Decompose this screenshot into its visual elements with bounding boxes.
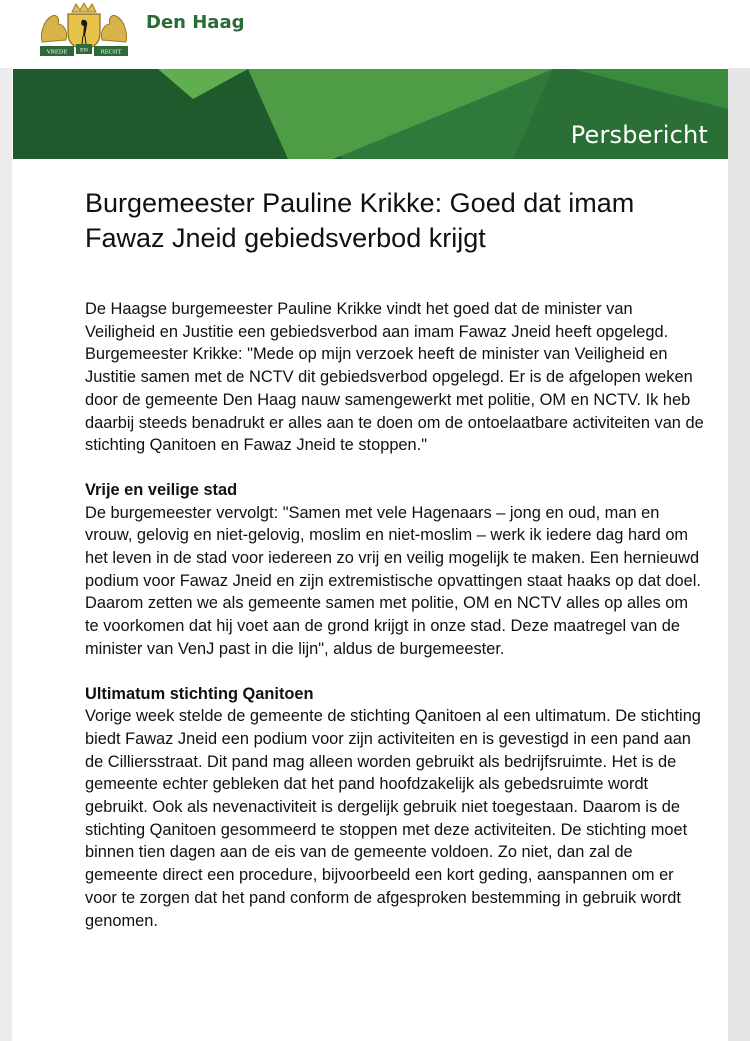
logo-motto-mid: EN: [79, 47, 89, 54]
section-text-ultimatum: Vorige week stelde de gemeente de stichting Qanitoen al een ultimatum. De stichting biedt Fawaz Jneid een podium voor zijn activiteiten en is gevestigd in een pand aan de Cilliersstraat. Dit pand mag alleen worden gebruikt als bedrijfsruimte. Het is de gemeente echter gebleken dat het pand hoofdzakelijk als gebedsruimte wordt gebruikt. Ook als nevenactiviteit is dergelijk gebruik niet toegestaan. Daarom is de stichting Qanitoen gesommeerd te stoppen met deze activiteiten. De stichting moet binnen tien dagen aan de eis van de gemeente voldoen. Zo niet, dan zal de gemeente direct een procedure, bijvoorbeeld een kort geding, aanspannen om er voor te zorgen dat het pand conform de afgesproken bestemming in gebruik wordt genomen.: [85, 707, 701, 930]
logo-motto-left: VREDE: [46, 49, 68, 56]
article-title: Burgemeester Pauline Krikke: Goed dat imam Fawaz Jneid gebiedsverbod krijgt: [85, 188, 635, 253]
article: [85, 186, 705, 932]
brand-name: Den Haag: [146, 12, 245, 33]
logo-motto-right: RECHT: [100, 49, 122, 56]
page-margin-right: [728, 0, 750, 1041]
section-heading-vrije-stad: Vrije en veilige stad: [85, 480, 238, 499]
banner-label: Persbericht: [570, 121, 708, 149]
press-banner: [13, 69, 728, 159]
header: [0, 0, 750, 68]
coat-of-arms-logo: [38, 2, 130, 58]
section-text-vrije-stad: De burgemeester vervolgt: "Samen met vele Hagenaars – jong en oud, man en vrouw, gelovig en niet-gelovig, moslim en niet-moslim – werk ik iedere dag hard om het leven in de stad voor iedereen zo vrij en veilig mogelijk te maken. Een hernieuwd podium voor Fawaz Jneid en zijn extremistische opvattingen staat haaks op dat doel. Daarom zetten we als gemeente samen met politie, OM en NCTV alles op alles om te voorkomen dat hij voet aan de grond krijgt in onze stad. Deze maatregel van de minister van VenJ past in die lijn", aldus de burgemeester.: [85, 503, 701, 658]
page-margin-left: [0, 0, 12, 1041]
intro-paragraph: De Haagse burgemeester Pauline Krikke vindt het goed dat de minister van Veiligheid en Justitie een gebiedsverbod aan imam Fawaz Jneid heeft opgelegd. Burgemeester Krikke: "Mede op mijn verzoek heeft de minister van Veiligheid en Justitie samen met de NCTV dit gebiedsverbod opgelegd. Er is de afgelopen weken door de gemeente Den Haag nauw samengewerkt met politie, OM en NCTV. Ik heb daarbij steeds benadrukt er alles aan te doen om de ontoelaatbare activiteiten van de stichting Qanitoen en Fawaz Jneid te stoppen.": [85, 300, 704, 455]
section-heading-ultimatum: Ultimatum stichting Qanitoen: [85, 684, 314, 703]
